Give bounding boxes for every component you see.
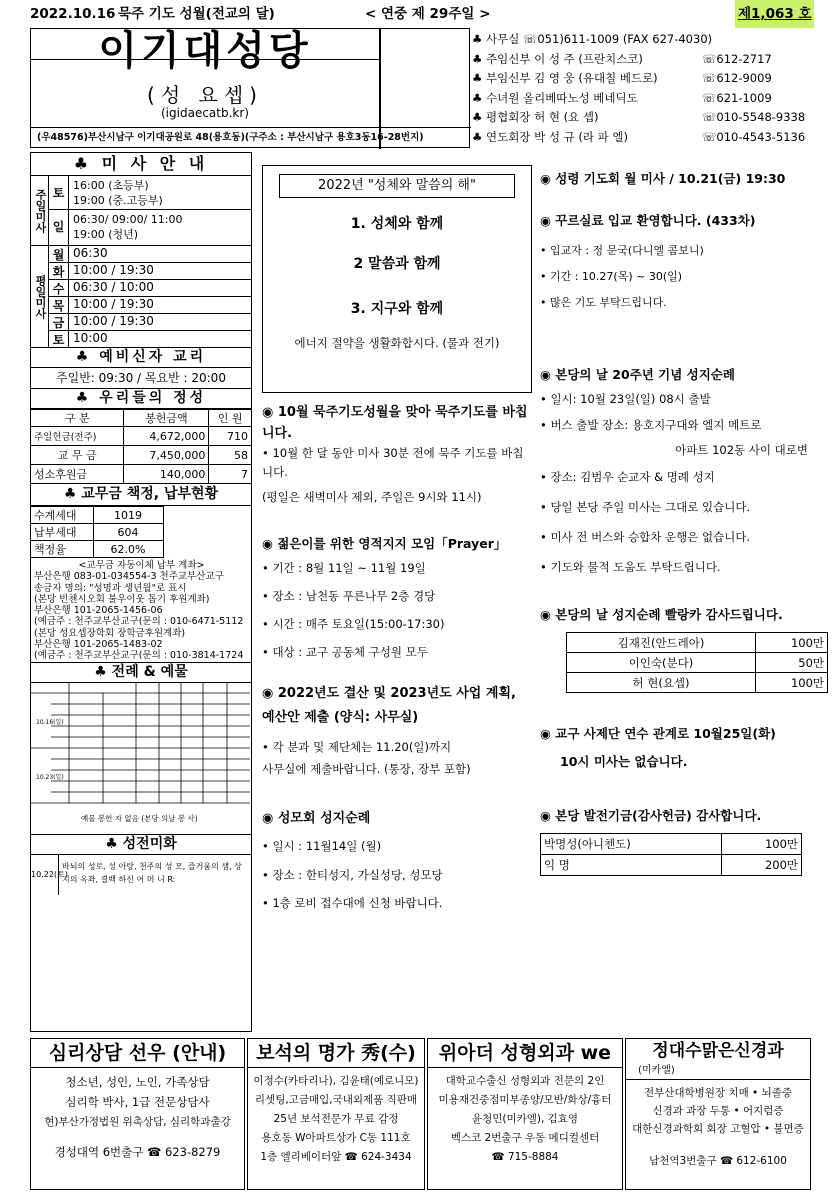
tithe-table: 수계세대 1019 납부세대 604 책정율 62.0% [31,506,164,558]
ad-neurology: 정대수맑은신경과 (미카엘) 전부산대학병원장 치매 • 뇌졸중 신경과 과장 두통 • 어지럼증 대한신경과학회 회장 고혈압 • 불면증 남천역3번출구 ☎ 612-6100 [625,1038,811,1190]
liturgical-week: < 연중 제 29주일 > [365,6,491,22]
contact-row: ♣ 주임신부 이 성 주 (프란치스코) ☏ 612-2717 [472,51,772,66]
contact-row: ♣ 사무실 ☏051)611-1009 (FAX 627-4030) [472,32,713,46]
church-address: (우48576)부산시남구 이기대공원로 48(용호동)(구주소 : 부산시남구 용호3동16-28번지) [31,127,471,149]
issue-number: 제1,063 호 [735,0,814,28]
notice-anniversary: ◉ 본당의 날 20주년 기념 성지순례 • 일시: 10월 23일(일) 08시 출발 • 버스 출발 장소: 용호지구대와 엘지 메트로 아파트 102동 사이 대로변 • 장소: 김범우 순교자 & 명례 성지 • 당일 본당 주일 미사는 그대로 있습니다. • 미사 전 버스와 승합차 운행은 없습니다. • 기도와 물적 도움도 부탁드립니다. [540,367,808,574]
theme-item: 2 말씀과 함께 [353,256,441,272]
tithe-title: ♣ 교무금 책정, 납부현황 [31,484,251,506]
roster-note: 예물 봉헌 자 없음 (본당 의날 봉 사) [81,813,198,823]
catechism-times: 주일반: 09:30 / 목요반 : 20:00 [31,368,251,389]
fund-table: 박명성(아니첸도) 100만 익 명 200만 [540,833,802,876]
church-title-box [30,28,470,148]
theme-box [262,165,532,393]
month-title: 묵주 기도 성월(전교의 달) [118,6,275,22]
weekday-mass: 평일미사 월 06:30 화 10:00 / 19:30 수 06:30 / 10:00 목 10:00 / 19:30 금 10:00 / 19:30 토 10:00 [31,246,251,348]
offering-table: 구 분 봉헌금액 인 원 주일헌금(전주) 4,672,000 710 교 무 금 7,450,000 58 성소후원금 140,000 7 [31,409,251,484]
ad-plastic-surgery: 위아더 성형외과 we 대학교수출신 성형외과 전문의 2인 미용재건중점미부종양/모반/화상/흉터 윤청민(미카엘), 김효영 벡스코 2번출구 우동 메디컬센터 ☎ 715-8884 [427,1038,623,1190]
account-notes: <교무금 자동이체 납부 계좌> 부산은행 083-01-034554-3 천주교부산교구 송금자 명의: "성명과 생년월"로 표시 (본당 빈첸시오회 불우이웃 돕기 후원계좌) 부산은행 101-2065-1456-06 (예금주 : 천주교부산교구(문의 : 010-6471-5112 (본당 성요셉장학회 장학금후원계좌) 부산은행 101-2065-1483-02 (예금주 : 천주교부산교구(문의 : 010-3814-1724 [31,558,251,663]
palanca-table: 김재진(안드레아) 100만 이인숙(분다) 50만 허 현(요셉) 100만 [566,632,828,693]
beauty-title: ♣ 성전미화 [31,835,251,855]
ad-jewelry: 보석의 명가 秀(수) 이정수(카타리나), 김윤태(예로니모) 리셋팅,고금매입,국내외제품 직판매 25년 보석전문가 무료 감정 용호동 W아파트상가 C동 111호 1층 엘리베이터앞 ☎ 624-3434 [247,1038,425,1190]
notice-pilgrimage: ◉ 성모회 성지순례 • 일시 : 11월14일 (월) • 장소 : 한티성지, 가실성당, 성모당 • 1층 로비 접수대에 신청 바랍니다. [262,811,443,910]
issue-date: 2022.10.16 [30,6,116,22]
liturgy-title: ♣ 전례 & 예물 [31,663,251,683]
theme-title: 2022년 "성체와 말씀의 해" [279,174,515,198]
ad-counseling: 심리상담 선우 (안내) 청소년, 성인, 노인, 가족상담 심리학 박사, 1급 전문상담사 현)부산가정법원 위촉상담, 심리학과출강 경성대역 6번출구 ☎ 623-8279 [30,1038,245,1190]
catechism-title: ♣ 예비신자 교리 [31,348,251,368]
right-column [540,168,830,876]
contact-row: ♣ 수녀원 올리베따노성 베네딕도 ☏ 621-1009 [472,90,772,105]
header-bar [0,0,839,28]
website: (igidaecatb.kr) [161,106,249,120]
notice-spirit-prayer: ◉ 성령 기도회 월 미사 / 10.21(금) 19:30 [540,171,786,186]
roster-grid [31,683,250,813]
notice-rosary: ◉ 10월 묵주기도성월을 맞아 묵주기도를 바칩니다. • 10월 한 달 동안 미사 30분 전에 묵주 기도를 바칩니다. (평일은 새벽미사 제외, 주일은 9시와 11시) [262,405,528,504]
notice-cursillo: ◉ 꾸르실료 입교 환영합니다. (433차) • 입교자 : 정 문국(다니엘 콤보니) • 기간 : 10.27(목) ~ 30(일) • 많은 기도 부탁드립니다. [540,213,756,309]
contact-row: ♣ 연도회장 박 성 규 (라 파 엘) ☏ 010-4543-5136 [472,129,806,144]
contact-row: ♣ 평협회장 허 현 (요 셉) ☏ 010-5548-9338 [472,110,806,124]
middle-announcements [262,402,532,917]
notice-prayer: ◉ 젊은이를 위한 영적지지 모임「Prayer」 • 기간 : 8월 11일 ~ 11월 19일 • 장소 : 남천동 푸른나무 2층 경당 • 시간 : 매주 토요일(15:00-17:30) • 대상 : 교구 공동체 구성원 모두 [262,536,507,659]
contact-row: ♣ 부임신부 김 영 웅 (유대칠 베드로) ☏ 612-9009 [472,71,772,85]
notice-clergy-training: ◉ 교구 사제단 연수 관계로 10월25일(화) 10시 미사는 없습니다. [540,726,776,769]
left-column [30,152,252,1032]
theme-item: 1. 성체와 함께 [350,216,444,232]
notice-palanca: ◉ 본당의 날 성지순례 빨랑카 감사드립니다. 김재진(안드레아) 100만 이인숙(분다) 50만 허 현(요셉) 100만 [540,604,830,693]
svg-text:10.16(일): 10.16(일) [36,718,64,726]
church-name: 이기대성당 [98,28,312,74]
offering-title: ♣ 우리들의 정성 [31,389,251,409]
svg-text:10.23(일): 10.23(일) [36,773,64,781]
patron: (성 요셉) [147,83,263,107]
sunday-mass: 주일미사 토 16:00 (초등부) 19:00 (중.고등부) 일 06:30/ 09:00/ 11:00 19:00 (청년) [31,176,251,246]
notice-fund-thanks: ◉ 본당 발전기금(감사헌금) 감사합니다. 박명성(아니첸도) 100만 익 명 200만 [540,805,830,876]
beauty-row: 10.22(토) 바뇌의 성로, 성 아랑, 천주의 성 모, 즐거움의 샘, 상지의 옥좌, 결백 하신 어 머 니 R: [31,855,251,895]
theme-footer: 에너지 절약을 생활화합시다. (물과 전기) [294,336,500,350]
notice-budget: ◉ 2022년도 결산 및 2023년도 사업 계획, 예산안 제출 (양식: 사무실) • 각 분과 및 제단체는 11.20(일)까지 사무실에 제출바랍니다. (통장, 장부 포함) [262,686,516,776]
mass-title: ♣ 미 사 안 내 [31,153,251,176]
theme-item: 3. 지구와 함께 [350,301,444,317]
liturgy-roster [31,683,251,835]
contacts [472,30,822,148]
